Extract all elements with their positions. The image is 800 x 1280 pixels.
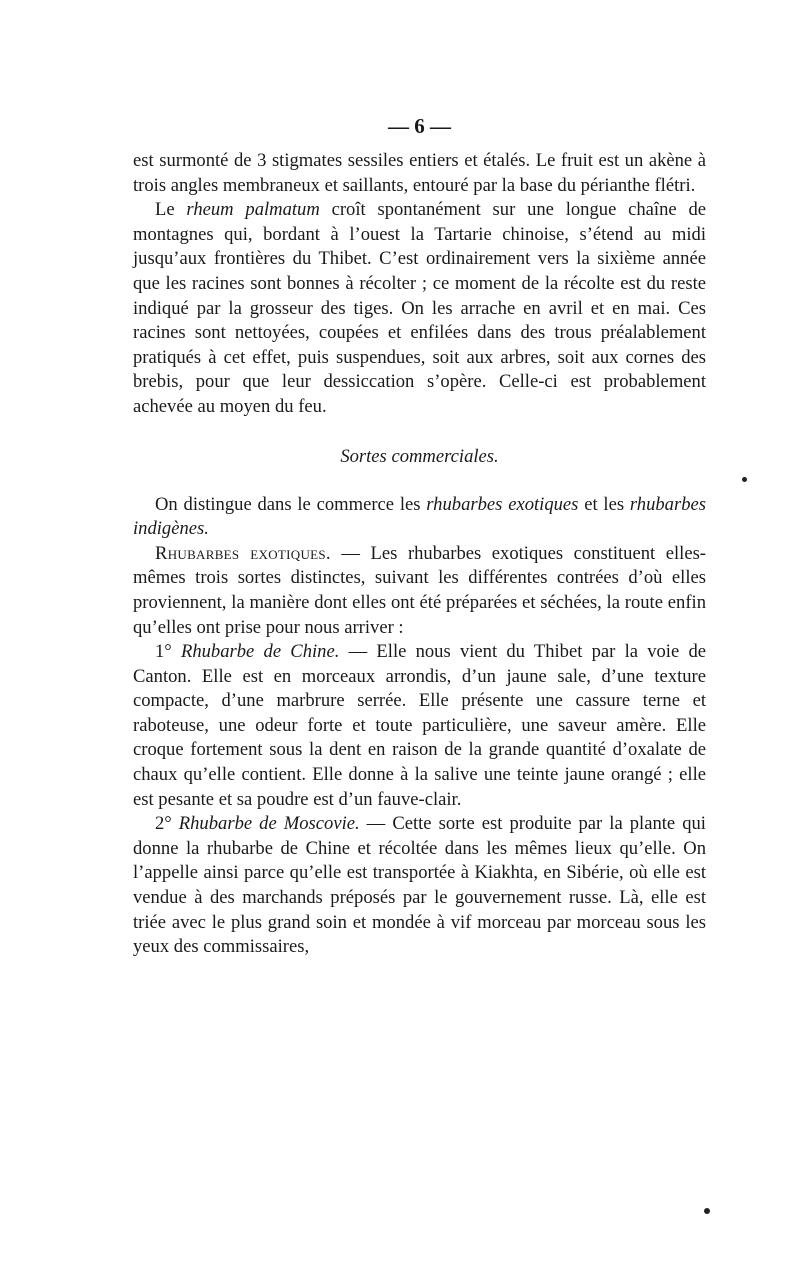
paragraph-text: — Elle nous vient du Thibet par la voie de Canton. Elle est en morceaux arrondis, d’un jaune sale, d’une texture compacte, d’une marbrure serrée. Elle présente une cassure terne et raboteuse, une odeur forte et toute particulière, une saveur amère. Elle croque fortement sous la dent en raison de la grande quantité d’oxalate de chaux qu’elle contient. Elle donne à la salive une teinte jaune orangé ; elle est pesante et sa poudre est d’un fauve-clair. xyxy=(133,641,706,810)
scan-speck xyxy=(742,477,747,482)
species-name: rheum palmatum xyxy=(186,199,320,221)
page-number: — 6 — xyxy=(388,114,451,138)
term-indigenous: rhubarbes indigènes. xyxy=(133,493,706,540)
paragraph-text: — Cette sorte est produite par la plante qui donne la rhubarbe de Chine et récoltée dans les mêmes lieux qu’elle. On l’appelle ainsi parce qu’elle est transportée à Kiakhta, en Sibérie, où elle est vendue à des marchands préposés par le gouvernement russe. Là, elle est triée avec le plus grand soin et mondée à vif morceau par morceau sous les yeux des commissaires, xyxy=(133,813,706,958)
paragraph-text: Le xyxy=(155,199,187,221)
paragraph-rhubarbe-chine xyxy=(133,640,706,812)
item-title: Rhubarbe de Moscovie. xyxy=(178,813,360,835)
paragraph-rhubarbe-moscovie xyxy=(133,812,706,960)
paragraph-exotic-rhubarbs xyxy=(133,542,706,640)
paragraph-text: — Les rhubarbes exotiques constituent elles-mêmes trois sortes distinctes, suivant les différentes contrées d’où elles proviennent, la manière dont elles ont été préparées et séchées, la route enfin qu’elles ont prise pour nous arriver : xyxy=(133,542,706,638)
item-number: 2° xyxy=(155,813,179,835)
section-heading: Sortes commerciales. xyxy=(340,445,499,467)
scan-speck xyxy=(704,1208,710,1214)
item-title: Rhubarbe de Chine. xyxy=(180,641,340,663)
paragraph-rheum-palmatum xyxy=(133,198,706,419)
paragraph-text: croît spontanément sur une longue chaîne de montagnes qui, bordant à l’ouest la Tartarie chinoise, s’étend au midi jusqu’aux frontières du Thibet. C’est ordinairement vers la sixième année que les racines sont bonnes à récolter ; ce moment de la récolte est du reste indiqué par la grosseur des tiges. On les arrache en avril et en mai. Ces racines sont nettoyées, coupées et enfilées dans des trous préalablement pratiqués à cet effet, puis suspendues, soit aux arbres, soit aux cornes des brebis, pour que leur dessiccation s’opère. Celle-ci est probablement achevée au moyen du feu. xyxy=(133,199,706,417)
paragraph-text: On distingue dans le commerce les xyxy=(155,493,427,515)
paragraph-distinction xyxy=(133,493,706,542)
term-exotic: rhubarbes exotiques xyxy=(426,493,579,515)
document-page xyxy=(133,112,706,960)
paragraph-fruit: est surmonté de 3 stigmates sessiles entiers et étalés. Le fruit est un akène à trois angles membraneux et saillants, entouré par la base du périanthe flétri. xyxy=(133,150,706,196)
subsection-label: Rhubarbes exotiques. xyxy=(155,542,331,564)
item-number: 1° xyxy=(155,641,181,663)
paragraph-text: et les xyxy=(578,493,630,515)
